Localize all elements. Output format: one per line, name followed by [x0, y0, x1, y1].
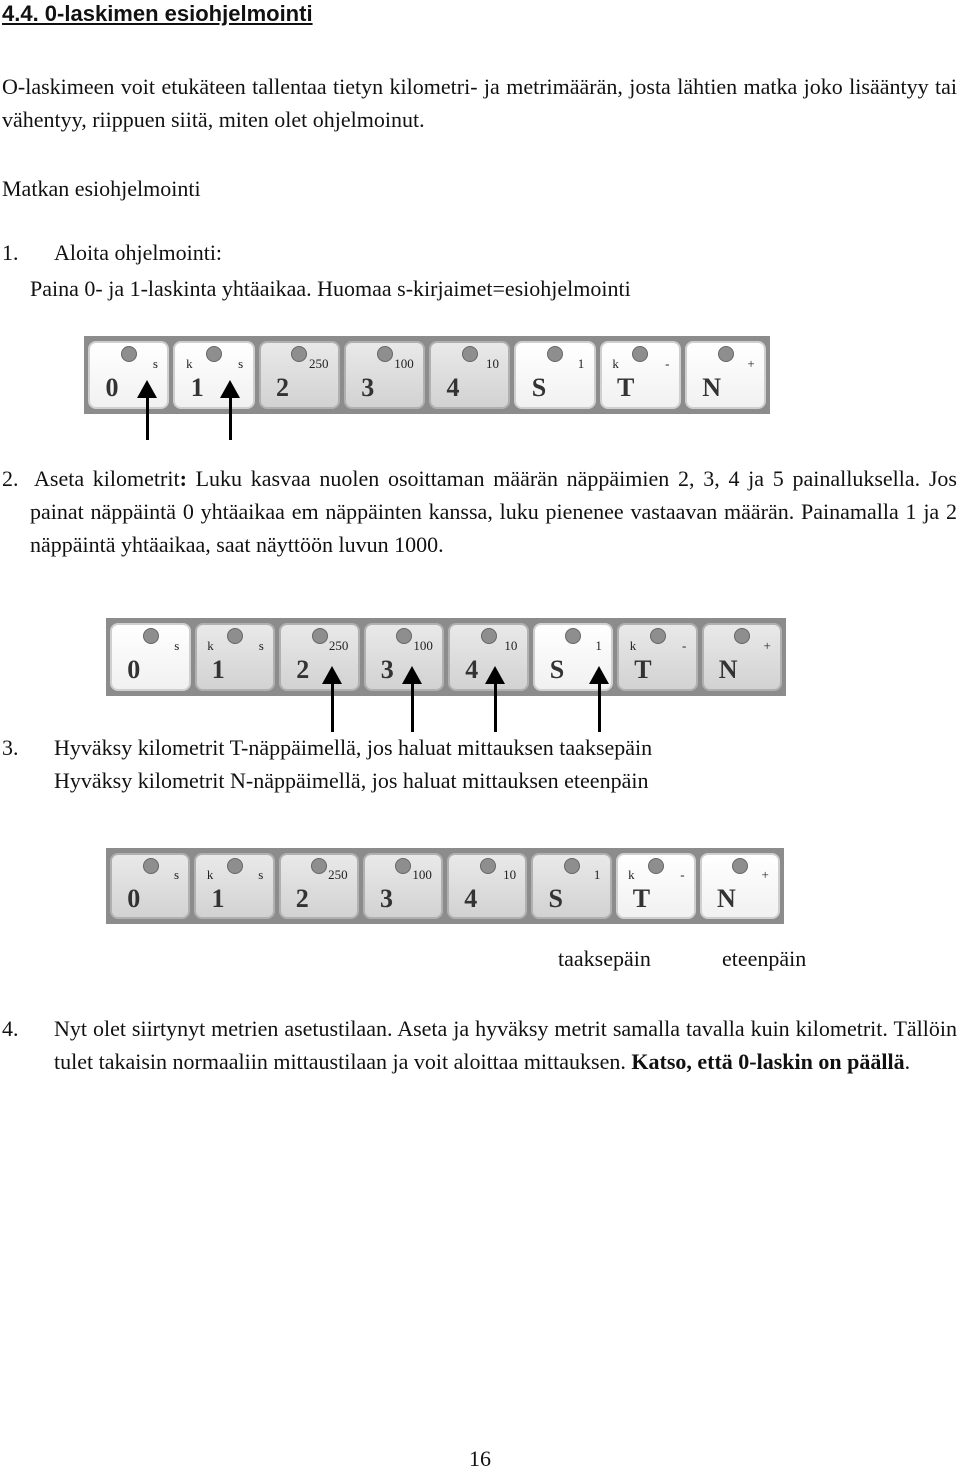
keypad-key [429, 341, 510, 410]
key-label: 4 [446, 373, 460, 403]
indicator-led-icon [121, 346, 137, 362]
key-sublabel-left: k [628, 867, 635, 883]
key-sublabel: - [680, 867, 685, 883]
key-sublabel: 1 [577, 355, 585, 371]
indicator-led-icon [143, 858, 159, 874]
key-label: S [549, 655, 565, 685]
indicator-led-icon [395, 858, 411, 874]
key-label: 0 [105, 373, 119, 403]
key-label: 3 [380, 655, 394, 685]
step-4-number: 4. [2, 1016, 19, 1041]
arrow-icon [146, 396, 149, 440]
indicator-led-icon [311, 858, 327, 874]
indicator-led-icon [734, 628, 750, 644]
keypad-key [88, 341, 169, 410]
key-sublabel: - [665, 355, 670, 371]
key-sublabel: 1 [593, 867, 601, 883]
key-label: S [548, 883, 563, 913]
keypad-key [685, 341, 766, 410]
key-sublabel: s [174, 867, 180, 883]
key-label: T [632, 883, 651, 913]
keypad-key [531, 853, 611, 920]
key-label: S [531, 373, 547, 403]
indicator-led-icon [481, 628, 497, 644]
indicator-led-icon [312, 628, 328, 644]
step-2-number: 2. [2, 466, 19, 491]
key-sublabel-left: k [612, 355, 619, 371]
key-sublabel: 10 [503, 867, 517, 883]
indicator-led-icon [732, 858, 748, 874]
indicator-led-icon [650, 628, 666, 644]
indicator-led-icon [718, 346, 734, 362]
keypad-key [259, 341, 340, 410]
keypad-key [702, 623, 783, 692]
step-4-body: Nyt olet siirtynyt metrien asetustilaan. Aseta ja hyväksy metrit samalla tavalla kuin kilometrit. Tällöin tulet takaisin normaaliin mittaustilaan ja voit aloittaa mittauksen. [54, 1016, 957, 1074]
step-4-bold: Katso, että 0-laskin on päällä [631, 1049, 905, 1074]
keypad-image-3 [106, 848, 784, 924]
keypad-key [617, 623, 698, 692]
step-3-number: 3. [2, 735, 19, 760]
keypad-key [514, 341, 595, 410]
key-sublabel: 100 [412, 867, 432, 883]
key-sublabel: 100 [394, 355, 414, 371]
key-sublabel-left: k [186, 355, 193, 371]
step-2-body: Luku kasvaa nuolen osoittaman määrän näppäimien 2, 3, 4 ja 5 painalluksella. Jos painat näppäintä 0 yhtäaikaa em näppäinten kanssa, luku pienenee vastaavan määrän. Painamalla 1 ja 2 näppäintä yhtäaikaa, saat näyttöön luvun 1000. [30, 466, 957, 557]
key-sublabel-left: k [629, 637, 637, 653]
keypad-key [173, 341, 254, 410]
keypad-key [194, 853, 274, 920]
indicator-led-icon [547, 346, 563, 362]
keypad-key [110, 623, 191, 692]
step-4-text [54, 1012, 957, 1078]
key-label: 2 [275, 373, 289, 403]
step-1-number: 1. [2, 240, 19, 265]
key-sublabel: 10 [504, 637, 518, 653]
key-label: T [616, 373, 635, 403]
indicator-led-icon [632, 346, 648, 362]
key-sublabel: + [747, 355, 755, 371]
key-sublabel-left: k [206, 867, 214, 883]
keypad-key [344, 341, 425, 410]
step-3-line-2: Hyväksy kilometrit N-näppäimellä, jos haluat mittauksen eteenpäin [54, 768, 649, 793]
step-2-text [30, 462, 957, 561]
key-label: 0 [127, 883, 141, 913]
step-2-colon: : [179, 466, 187, 491]
arrow-icon [598, 682, 601, 732]
indicator-led-icon [227, 858, 243, 874]
indicator-led-icon [462, 346, 478, 362]
key-label: T [634, 655, 652, 685]
arrow-icon [229, 396, 232, 440]
indicator-led-icon [480, 858, 496, 874]
key-sublabel-left: k [207, 637, 214, 653]
keypad-image-1 [84, 336, 770, 414]
indicator-led-icon [396, 628, 412, 644]
indicator-led-icon [143, 628, 159, 644]
arrow-icon [411, 682, 414, 732]
step-2-label: Aseta kilometrit [34, 466, 180, 491]
indicator-led-icon [565, 628, 581, 644]
key-label: N [702, 373, 721, 403]
key-sublabel: s [238, 355, 244, 371]
key-label: 2 [296, 655, 310, 685]
indicator-led-icon [291, 346, 307, 362]
keypad-key [363, 853, 443, 920]
keypad-key [279, 623, 360, 692]
key-sublabel: 250 [328, 637, 349, 653]
indicator-led-icon [648, 858, 664, 874]
keypad-key [195, 623, 276, 692]
key-sublabel: - [681, 637, 687, 653]
key-sublabel: 100 [413, 637, 433, 653]
step-1-line-2: Paina 0- ja 1-laskinta yhtäaikaa. Huomaa s-kirjaimet=esiohjelmointi [30, 276, 631, 301]
page-number: 16 [469, 1446, 491, 1471]
keypad-key [600, 341, 681, 410]
key-sublabel: s [258, 867, 264, 883]
keypad-key [110, 853, 190, 920]
key-label: 1 [190, 373, 204, 403]
key-label: N [718, 655, 738, 685]
backward-label: taaksepäin [558, 946, 651, 971]
key-label: 3 [361, 373, 375, 403]
step-4-end: . [904, 1049, 911, 1074]
key-sublabel: 1 [595, 637, 602, 653]
keypad-image-2 [106, 618, 786, 696]
indicator-led-icon [377, 346, 393, 362]
forward-label: eteenpäin [722, 946, 807, 971]
key-label: 1 [211, 655, 225, 685]
step-1-line-1: Aloita ohjelmointi: [54, 240, 223, 265]
key-sublabel: 250 [308, 355, 329, 371]
key-label: 1 [211, 883, 225, 913]
key-sublabel: s [174, 637, 180, 653]
key-sublabel: s [152, 355, 158, 371]
key-label: 4 [465, 655, 479, 685]
section-heading: 4.4. 0-laskimen esiohjelmointi [2, 1, 313, 26]
key-sublabel: 10 [485, 355, 499, 371]
key-label: 2 [295, 883, 309, 913]
key-label: 0 [127, 655, 141, 685]
arrow-icon [331, 682, 334, 732]
intro-paragraph: O-laskimeen voit etukäteen tallentaa tietyn kilometri- ja metrimäärän, josta lähtien matka joko lisääntyy tai vähentyy, riippuen siitä, miten olet ohjelmoinut. [2, 74, 957, 132]
keypad-key [447, 853, 527, 920]
subheading: Matkan esiohjelmointi [2, 176, 201, 201]
key-label: 3 [380, 883, 393, 913]
key-label: 4 [464, 883, 478, 913]
keypad-key [616, 853, 696, 920]
indicator-led-icon [206, 346, 222, 362]
step-3-line-1: Hyväksy kilometrit T-näppäimellä, jos haluat mittauksen taaksepäin [54, 735, 653, 760]
indicator-led-icon [227, 628, 243, 644]
keypad-key [700, 853, 780, 920]
key-sublabel: + [761, 867, 769, 883]
key-label: N [717, 883, 736, 913]
indicator-led-icon [564, 858, 580, 874]
key-sublabel: 250 [328, 867, 348, 883]
arrow-icon [494, 682, 497, 732]
key-sublabel: s [258, 637, 264, 653]
keypad-key [279, 853, 359, 920]
key-sublabel: + [763, 637, 771, 653]
